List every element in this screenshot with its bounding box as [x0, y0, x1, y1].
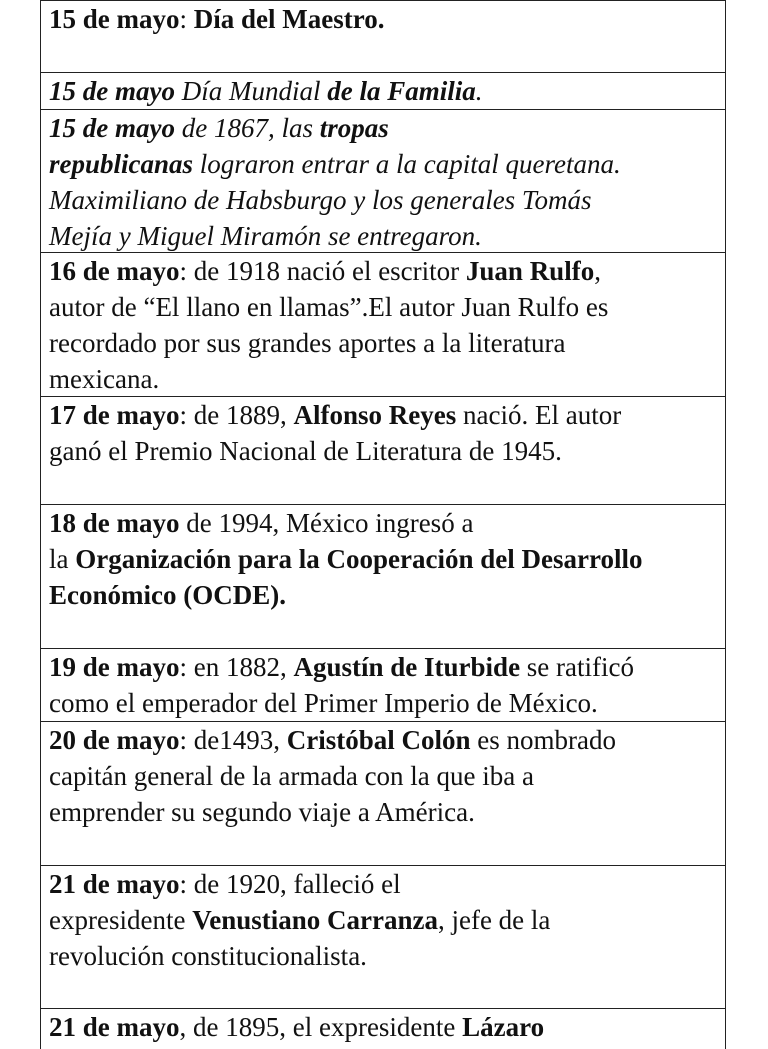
entry-text: 16 de mayo: de 1918 nació el escritor Juan Rulfo,	[49, 256, 601, 286]
entry-text: 21 de mayo, de 1895, el expresidente Lázaro	[49, 1012, 545, 1042]
table-row: 20 de mayo: de1493, Cristóbal Colón es nombrado capitán general de la armada con la que iba a emprender su segundo viaje a América.	[40, 722, 726, 866]
entry-date: 21 de mayo	[49, 869, 180, 899]
entry-date: 20 de mayo	[49, 725, 180, 755]
entry-text: 17 de mayo: de 1889, Alfonso Reyes nació. El autor	[49, 400, 622, 430]
entry-text: 15 de mayo: Día del Maestro.	[49, 4, 385, 34]
entry-text: 20 de mayo: de1493, Cristóbal Colón es nombrado	[49, 725, 616, 755]
entry-date: 15 de mayo	[49, 76, 175, 106]
table-row	[40, 1009, 726, 1049]
entry-date: 16 de mayo	[49, 256, 180, 286]
entry-text: 18 de mayo de 1994, México ingresó a	[49, 508, 474, 538]
entry-date: 15 de mayo	[49, 113, 175, 143]
table-row: 16 de mayo: de 1918 nació el escritor Juan Rulfo, autor de “El llano en llamas”.El autor Juan Rulfo es recordado por sus grandes aportes a la literatura mexicana.	[40, 253, 726, 397]
entry-text: 15 de mayo Día Mundial de la Familia.	[49, 76, 483, 106]
table-row: 15 de mayo de 1867, las tropas republicanas lograron entrar a la capital queretana. Maximiliano de Habsburgo y los generales Tomás Mejía y Miguel Miramón se entregaron.	[40, 110, 726, 253]
entry-date: 18 de mayo	[49, 508, 180, 538]
table-row	[40, 0, 726, 73]
entry-text: 19 de mayo: en 1882, Agustín de Iturbide se ratificó	[49, 652, 634, 682]
table-row: 17 de mayo: de 1889, Alfonso Reyes nació. El autor ganó el Premio Nacional de Literatura de 1945.	[40, 397, 726, 505]
entry-date: 17 de mayo	[49, 400, 180, 430]
entry-date: 21 de mayo	[49, 1012, 180, 1042]
entry-text: 21 de mayo: de 1920, falleció el	[49, 869, 401, 899]
entry-text: 15 de mayo de 1867, las tropas	[49, 113, 389, 143]
table-row: 18 de mayo de 1994, México ingresó a la Organización para la Cooperación del Desarrollo Económico (OCDE).	[40, 505, 726, 649]
table-row: 21 de mayo: de 1920, falleció el expresidente Venustiano Carranza, jefe de la revolución constitucionalista.	[40, 866, 726, 1009]
efemerides-table	[40, 0, 726, 1049]
table-row	[40, 73, 726, 110]
entry-date: 19 de mayo	[49, 652, 180, 682]
entry-title: Día del Maestro.	[193, 4, 385, 34]
table-row: 19 de mayo: en 1882, Agustín de Iturbide se ratificó como el emperador del Primer Imperio de México.	[40, 649, 726, 722]
entry-date: 15 de mayo	[49, 4, 180, 34]
